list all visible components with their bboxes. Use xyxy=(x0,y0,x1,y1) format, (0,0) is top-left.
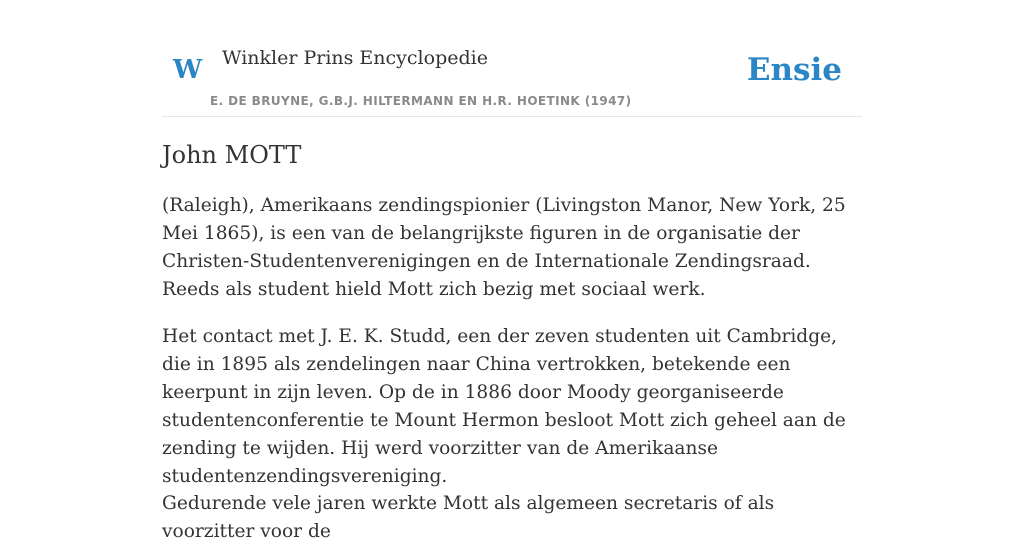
article-paragraph: Gedurende vele jaren werkte Mott als algemeen secretaris of als voorzitter voor de xyxy=(162,493,775,542)
brand-logo[interactable]: Ensie xyxy=(746,52,842,88)
site-logo[interactable]: W xyxy=(173,55,203,85)
site-title[interactable]: Winkler Prins Encyclopedie xyxy=(222,47,488,69)
article-page xyxy=(162,0,862,542)
site-authors: E. DE BRUYNE, G.B.J. HILTERMANN EN H.R. HOETINK (1947) xyxy=(210,94,632,108)
article-paragraph: Het contact met J. E. K. Studd, een der zeven studenten uit Cambridge, die in 1895 als zendelingen naar China vertrokken, betekende een keerpunt in zijn leven. Op de in 1886 door Moody georganiseerde studentenconferentie te Mount Hermon besloot Mott zich geheel aan de zending te wijden. Hij werd voorzitter van de Amerikaanse studentenzendingsvereniging. xyxy=(162,326,846,487)
article-title: John MOTT xyxy=(162,141,302,169)
site-header xyxy=(162,0,862,117)
article-paragraph: (Raleigh), Amerikaans zendingspionier (Livingston Manor, New York, 25 Mei 1865), is een van de belangrijkste figuren in de organisatie der Christen-Studentenverenigingen en de Internationale Zendingsraad. Reeds als student hield Mott zich bezig met sociaal werk. xyxy=(162,195,846,300)
